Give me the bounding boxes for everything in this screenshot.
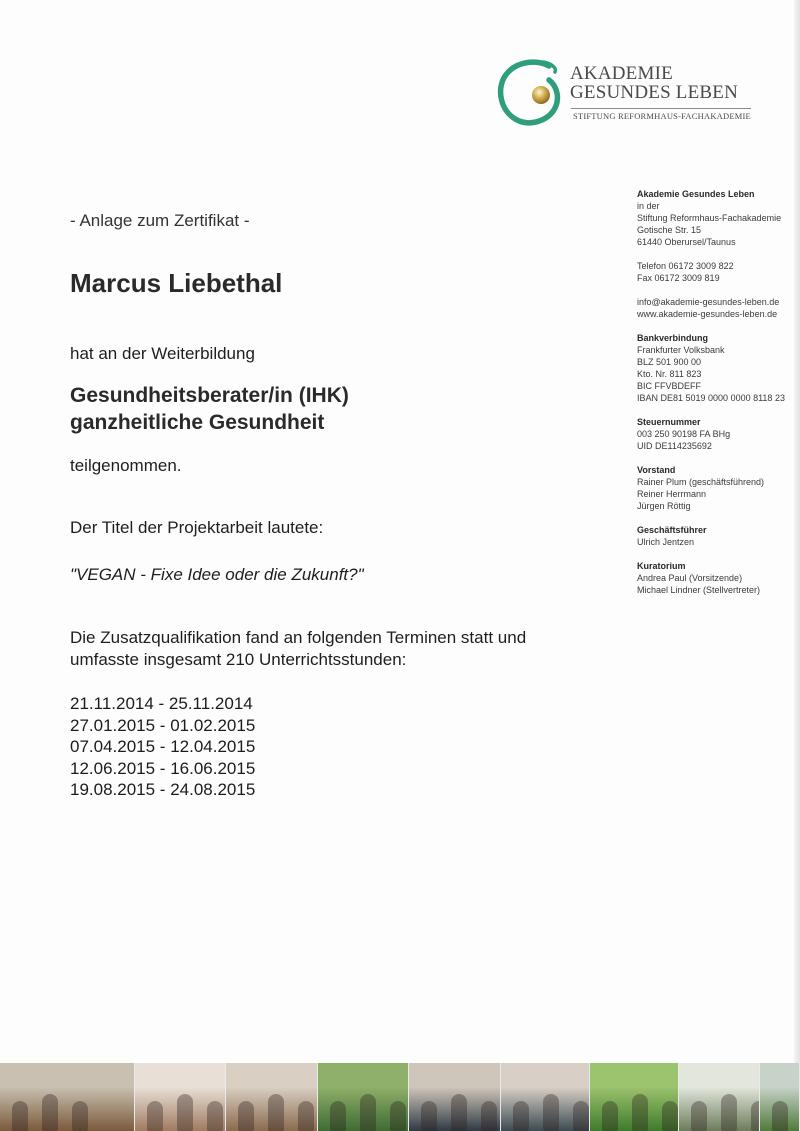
manager-name: Ulrich Jentzen	[637, 537, 695, 547]
photo-figure	[147, 1101, 163, 1131]
photo-figure	[330, 1101, 346, 1131]
photo-figure	[451, 1094, 467, 1131]
photo-building-garden	[760, 1063, 800, 1131]
photo-figure	[268, 1094, 284, 1131]
photo-figure	[602, 1101, 618, 1131]
photo-figure	[573, 1101, 589, 1131]
qualification-text-line1: Die Zusatzqualifikation fand an folgenden Terminen statt und	[70, 628, 527, 647]
trustee-name: Michael Lindner (Stellvertreter)	[637, 585, 761, 595]
tax-line: UID DE114235692	[637, 441, 712, 451]
photo-seminar-people	[409, 1063, 501, 1131]
photo-figure	[298, 1101, 314, 1131]
address-head: Akademie Gesundes Leben	[637, 189, 755, 199]
manager-head: Geschäftsführer	[637, 525, 707, 535]
photo-figure	[691, 1101, 707, 1131]
phone-line: Telefon 06172 3009 822	[637, 261, 734, 271]
participated-text: teilgenommen.	[70, 456, 182, 475]
address-block	[637, 188, 797, 248]
email-line: info@akademie-gesundes-leben.de	[637, 297, 780, 307]
logo-title-line2: GESUNDES LEBEN	[570, 82, 738, 103]
photo-figure	[42, 1094, 58, 1131]
address-line: Stiftung Reformhaus-Fachakademie	[637, 213, 782, 223]
trustees-head: Kuratorium	[637, 561, 686, 571]
green-ring-gold-sphere-icon	[497, 58, 563, 126]
intro-text: hat an der Weiterbildung	[70, 344, 255, 363]
bank-line: BIC FFVBDEFF	[637, 381, 702, 391]
qualification-text-line2: umfasste insgesamt 210 Unterrichtsstunden:	[70, 650, 407, 669]
board-head: Vorstand	[637, 465, 676, 475]
date-range: 21.11.2014 - 25.11.2014	[70, 694, 253, 713]
academy-logo	[497, 58, 767, 128]
board-member: Reiner Herrmann	[637, 489, 707, 499]
bank-line: BLZ 501 900 00	[637, 357, 702, 367]
project-title: "VEGAN - Fixe Idee oder die Zukunft?"	[70, 565, 364, 584]
logo-subtitle: STIFTUNG REFORMHAUS-FACHAKADEMIE	[573, 111, 751, 121]
address-line: Gotische Str. 15	[637, 225, 702, 235]
bank-line: Kto. Nr. 811 823	[637, 369, 702, 379]
tax-block	[637, 416, 797, 452]
photo-figure	[360, 1094, 376, 1131]
trustees-block	[637, 560, 797, 596]
photo-figure	[72, 1101, 88, 1131]
photo-figure	[238, 1101, 254, 1131]
photo-figure	[481, 1101, 497, 1131]
manager-block	[637, 524, 797, 548]
photo-cooking-group	[226, 1063, 318, 1131]
photo-figure	[721, 1094, 737, 1131]
board-block	[637, 464, 797, 512]
fax-line: Fax 06172 3009 819	[637, 273, 720, 283]
bank-block	[637, 332, 797, 404]
course-title-line2: ganzheitliche Gesundheit	[70, 411, 325, 434]
bank-line: IBAN DE81 5019 0000 0000 8118 23	[637, 393, 785, 403]
tax-head: Steuernummer	[637, 417, 701, 427]
date-range: 12.06.2015 - 16.06.2015	[70, 758, 256, 778]
tax-line: 003 250 90198 FA BHg	[637, 429, 731, 439]
participant-name: Marcus Liebethal	[70, 268, 283, 298]
logo-title-line1: AKADEMIE	[570, 63, 673, 84]
photo-group-meeting	[501, 1063, 590, 1131]
photo-figure	[543, 1094, 559, 1131]
photo-garden-park	[318, 1063, 410, 1131]
course-title-line1: Gesundheitsberater/in (IHK)	[70, 384, 349, 407]
photo-dining-hall	[0, 1063, 135, 1131]
logo-title	[570, 64, 738, 102]
certificate-subtitle: - Anlage zum Zertifikat -	[70, 211, 250, 230]
contact-sidebar	[637, 188, 797, 608]
photo-figure	[662, 1101, 678, 1131]
date-range: 19.08.2015 - 24.08.2015	[70, 780, 256, 799]
date-range: 27.01.2015 - 01.02.2015	[70, 715, 256, 735]
date-range: 07.04.2015 - 12.04.2015	[70, 737, 256, 756]
photo-lawn-deckchairs	[590, 1063, 679, 1131]
photo-figure	[751, 1101, 761, 1131]
address-line: 61440 Oberursel/Taunus	[637, 237, 736, 247]
bank-head: Bankverbindung	[637, 333, 709, 343]
logo-rule	[571, 108, 751, 109]
web-block	[637, 296, 797, 320]
website-line: www.akademie-gesundes-leben.de	[637, 309, 778, 319]
address-line: in der	[637, 201, 660, 211]
photo-figure	[513, 1101, 529, 1131]
photo-presentation-board	[679, 1063, 761, 1131]
photo-figure	[390, 1101, 406, 1131]
board-member: Rainer Plum (geschäftsführend)	[637, 477, 765, 487]
photo-figure	[207, 1101, 223, 1131]
board-member: Jürgen Röttig	[637, 501, 691, 511]
photo-kitchen-staff	[135, 1063, 227, 1131]
photo-figure	[772, 1101, 788, 1131]
photo-figure	[177, 1094, 193, 1131]
photo-figure	[421, 1101, 437, 1131]
photo-figure	[12, 1101, 28, 1131]
phone-block	[637, 260, 797, 284]
photo-figure	[632, 1094, 648, 1131]
trustee-name: Andrea Paul (Vorsitzende)	[637, 573, 743, 583]
photo-strip	[0, 1063, 800, 1131]
date-list	[70, 693, 255, 801]
project-label: Der Titel der Projektarbeit lautete:	[70, 518, 324, 537]
bank-line: Frankfurter Volksbank	[637, 345, 725, 355]
